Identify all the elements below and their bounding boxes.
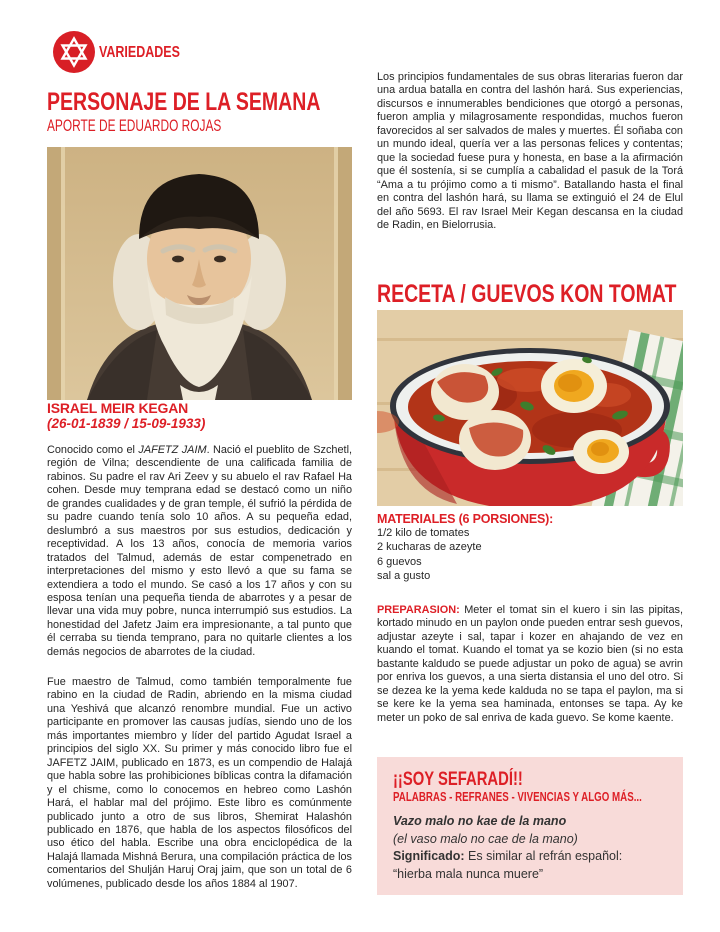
ingredient-item: 6 guevos [377,555,422,568]
intro-paragraph: Los principios fundamentales de sus obras literarias fueron dar una ardua batalla en contra del lashón hará. Sus experiencias, discursos e innumerables bendiciones que otorgó a personas, fueron amplia y milagrosamente respondidas, muchos fueron favorecidos al ser salvados de males y muertes. Él soñaba con un mundo ideal, quería ver a las personas felices y contentas; que la sociedad fuese pura y honesta, en base a la afirmación que él sostenía, si se cumplía a cabalidad el pasuk de la Torá “Ama a tu prójimo como a ti mismo”. Batallando hasta el final en contra del lashón hará, su llama se extinguió el 24 de Elul del año 5693. El rav Israel Meir Kegan descansa en la ciudad de Radin, en Bielorrusia. [377,71,683,231]
preparation-paragraph: PREPARASION: Meter el tomat sin el kuero i sin las pipitas, kortado minudo en un paylon onde pueden entrar sesh guevos, adjustar azeyte i sal, tapar i kozer en ahajando de vez en kuando el tomat. Kuando el tomat ya se kozio bien (si no esta bastante kaldudo se puede adjustar un poko de agua) se avrin por enriva los guevos, a una sierta distansia el uno del otro. Si se dezea ke la yema kede kalduda no se tapa el paylon, ma si se kere ke la yema sea haminada, entonses se tapa. Ay ke meter un poko de sal enriva de kada guevo. Se kome kaente. [377,604,683,724]
star-of-david-icon [53,31,95,73]
sefaradi-box [377,757,683,895]
recipe-title: RECETA / GUEVOS KON TOMAT [377,280,677,308]
ingredient-item: 1/2 kilo de tomates [377,527,470,539]
sefaradi-phrase: Vazo malo no kae de la mano [393,814,567,828]
materials-section [377,512,683,584]
sefaradi-subtitle: PALABRAS - REFRANES - VIVENCIAS Y ALGO MÁS... [393,790,642,804]
section-label: VARIEDADES [99,44,180,61]
ingredient-item: 2 kucharas de azeyte [377,541,482,554]
person-name: ISRAEL MEIR KEGAN (26-01-1839 / 15-09-1933) [47,401,352,431]
jafetz-jaim-italic: JAFETZ JAIM [138,444,207,456]
bio-paragraph-2: Fue maestro de Talmud, como también temporalmente fue rabino en la ciudad de Radin, abriendo en la misma ciudad una Yeshivá que alcanzó renombre mundial. Fue un activo participante en promover las causas judías, siendo uno de los más importantes miembro y líder del partido Agudat Israel a principios del siglo XX. Su primer y más conocido libro fue el JAFETZ JAIM, publicado en 1873, es un compendio de Halajá que habla sobre las prohibiciones bíblicas contra la difamación y el chisme, como lo conocemos en hebreo como Lashón Hará, el hablar mal del prójimo. Este libro es comúnmente publicado junto a otro de sus libros, Shemirat Halashón publicado en 1876, que habla de los aspectos filosóficos del uso ético del habla. Escribe una obra enciclopédica de la Halajá llamada Mishná Berura, una compilación práctica de los comentarios del Shulján Haruj Oraj jaim, que son un total de 6 volúmenes, publicado desde los años 1884 al 1907. [47,676,352,890]
sefaradi-meaning: Significado: Es similar al refrán español: [393,849,623,863]
sefaradi-quote: “hierba mala nunca muere” [393,866,544,881]
bio-paragraph-1: Conocido como el JAFETZ JAIM. Nació el pueblito de Szchetl, región de Vilna; descendiente de una calificada familia de rabinos. Su padre el rav Ari Zeev y su abuelo el rav Rafael Ha cohen. Desde muy temprana edad se destacó como un niño de grandes cualidades y de gran temple, él sufrió la pérdida de su padre cuando tenía solo 10 años. A su pequeña edad, deslumbró a sus maestros por sus estudios, dedicación y receptividad. A los 13 años, conocía de memoria varios tratados del Talmud, además de estar compenetrado en interpretaciones del mismo y esto llevó a que su fama se extendiera a todo el mundo. Se casó a los 17 años y con su esposa tenían una pequeña tienda de abarrotes y a pesar de llevar una vida muy pobre, nunca interrumpió sus estudios. La honestidad del Jafetz Jaim era impresionante, a tal punto que él cerraba su tienda temprano, para no quitarle clientes a los demás negocios de abarrotes de la ciudad. [47,444,353,658]
portrait-photo [47,147,352,400]
preparation-label: PREPARASION: [377,604,460,616]
recipe-photo [377,310,683,506]
materials-title: MATERIALES (6 PORSIONES): [377,512,554,526]
sefaradi-translation: (el vaso malo no cae de la mano) [393,831,578,846]
article-title: PERSONAJE DE LA SEMANA [47,88,321,116]
article-subtitle: APORTE DE EDUARDO ROJAS [47,116,222,135]
sefaradi-title: ¡¡SOY SEFARADÍ!! [393,769,523,790]
person-dates: (26-01-1839 / 15-09-1933) [47,416,206,431]
ingredient-item: sal a gusto [377,570,431,583]
